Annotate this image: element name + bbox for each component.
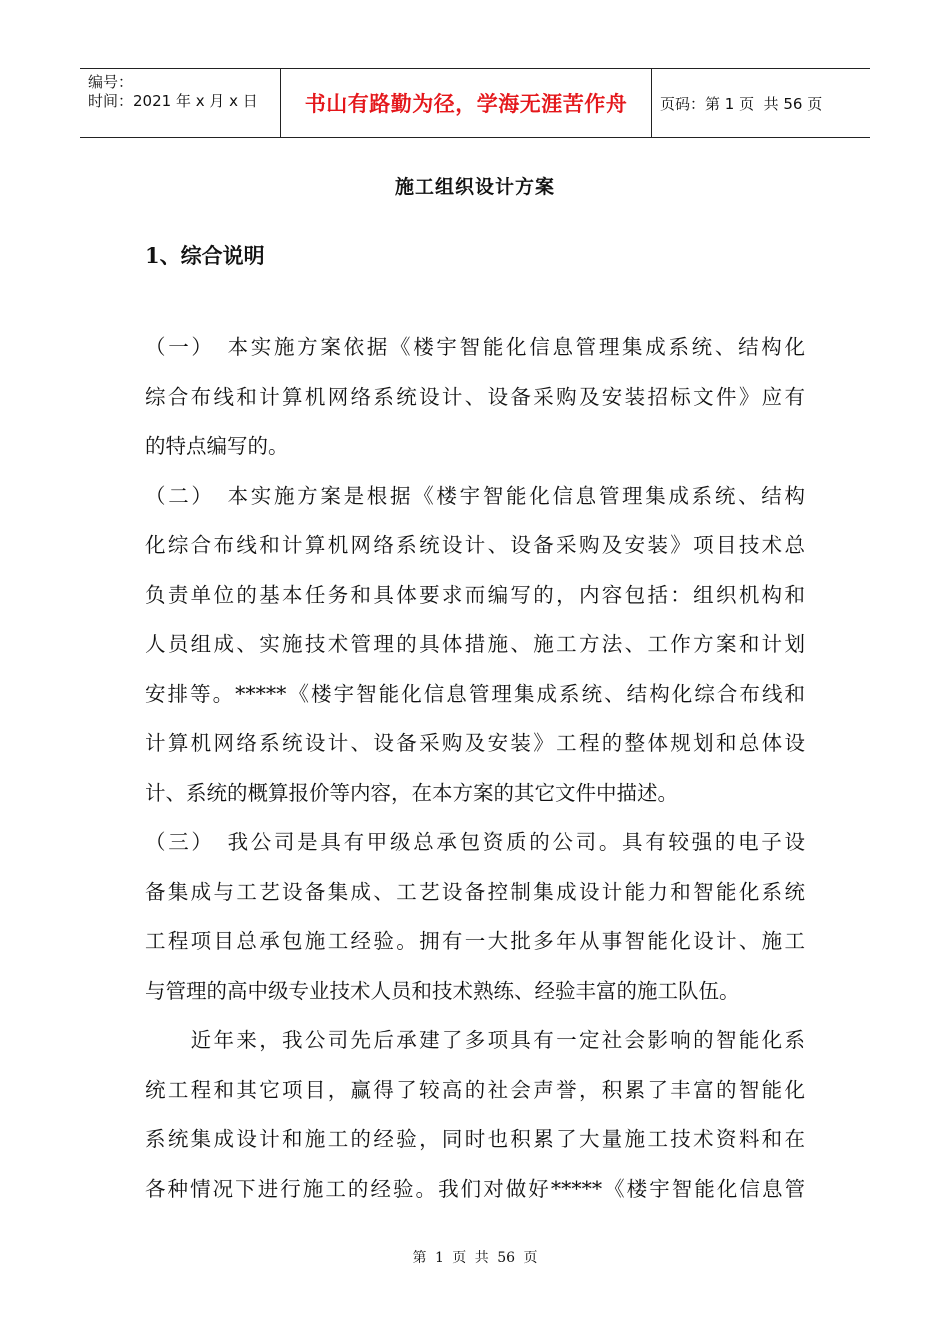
header-table [80,68,870,138]
number-label: 编号： [88,73,134,91]
document-title: 施工组织设计方案 [394,176,555,198]
body-line: 综合布线和计算机网络系统设计、设备采购及安装招标文件》应有 [145,384,805,409]
body-line: 近年来，我公司先后承建了多项具有一定社会影响的智能化系 [145,1028,805,1052]
body-line: 计、系统的概算报价等内容，在本方案的其它文件中描述。 [145,780,678,805]
body-line: （一） 本实施方案依据《楼宇智能化信息管理集成系统、结构化 [145,335,805,359]
header-motto-cell [281,69,652,137]
body-line: 负责单位的基本任务和具体要求而编写的，内容包括：组织机构和 [145,582,805,607]
body-line: 备集成与工艺设备集成、工艺设备控制集成设计能力和智能化系统 [145,879,805,904]
body-line: 与管理的高中级专业技术人员和技术熟练、经验丰富的施工队伍。 [145,978,740,1003]
body-line: 安排等。*****《楼宇智能化信息管理集成系统、结构化综合布线和 [145,681,805,706]
body-line: 的特点编写的。 [145,434,289,458]
body-line: （二） 本实施方案是根据《楼宇智能化信息管理集成系统、结构 [145,483,805,508]
body-line: 系统集成设计和施工的经验，同时也积累了大量施工技术资料和在 [145,1127,805,1151]
body-line: 化综合布线和计算机网络系统设计、设备采购及安装》项目技术总 [145,533,805,557]
date-label: 时间：2021 年 x 月 x 日 [88,92,258,110]
body-line: 统工程和其它项目，赢得了较高的社会声誉，积累了丰富的智能化 [145,1077,805,1102]
motto-text: 书山有路勤为径，学海无涯苦作舟 [304,92,628,116]
page-footer: 第 1 页 共 56 页 [412,1250,538,1266]
body-text [145,323,805,1214]
body-line: 各种情况下进行施工的经验。我们对做好*****《楼宇智能化信息管 [145,1176,805,1201]
body-line: （三） 我公司是具有甲级总承包资质的公司。具有较强的电子设 [145,830,805,854]
header-meta-cell [80,69,281,137]
body-line: 计算机网络系统设计、设备采购及安装》工程的整体规划和总体设 [145,731,805,755]
body-line: 工程项目总承包施工经验。拥有一大批多年从事智能化设计、施工 [145,929,805,953]
body-line: 人员组成、实施技术管理的具体措施、施工方法、工作方案和计划 [145,632,805,656]
section-title: 1、综合说明 [145,243,265,268]
page-info: 页码：第 1 页 共 56 页 [660,94,823,113]
